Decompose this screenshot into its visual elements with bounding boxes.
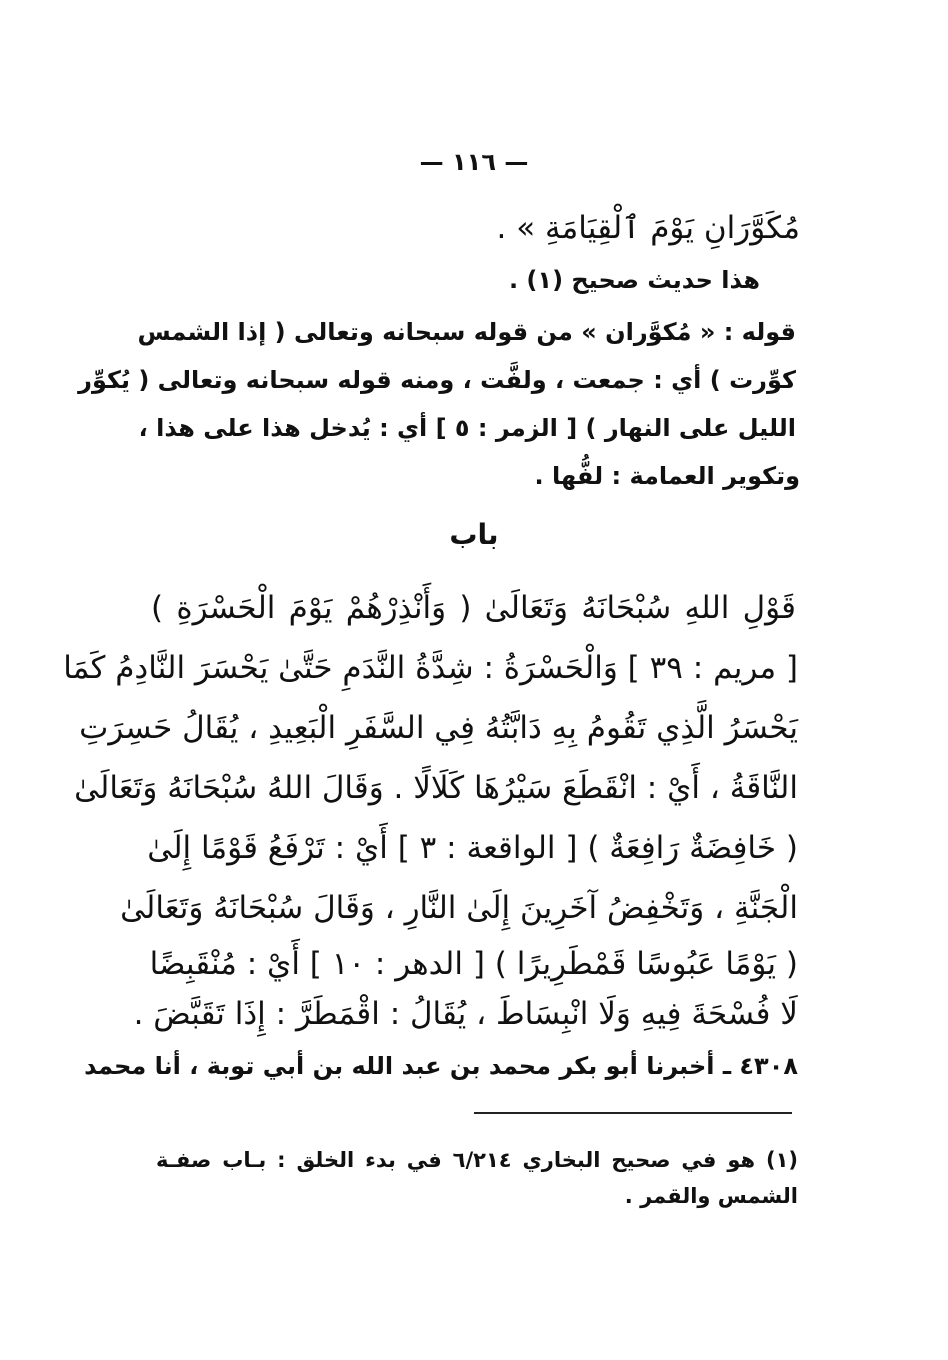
- main-text-line-5: ( خَافِضَةٌ رَافِعَةٌ ) [ الواقعة : ٣ ] أَيْ : تَرْفَعُ قَوْمًا إِلَىٰ: [147, 830, 798, 866]
- footnote-line-1: (١) هو في صحيح البخاري ٦/٢١٤ في بدء الخلق : بـاب صفـة: [156, 1148, 798, 1172]
- main-text-line-8: لَا فُسْحَةَ فِيهِ وَلَا انْبِسَاطَ ، يُقَالُ : اقْمَطَرَّ : إِذَا تَقَبَّضَ .: [133, 996, 798, 1032]
- quote-ending-line: مُكَوَّرَانِ يَوْمَ ٱلْقِيَامَةِ » .: [496, 210, 800, 246]
- main-text-line-2: [ مريم : ٣٩ ] وَالْحَسْرَةُ : شِدَّةُ النَّدَمِ حَتَّىٰ يَحْسَرَ النَّادِمُ كَمَا: [63, 650, 798, 686]
- commentary-line-2: كوِّرت ) أي : جمعت ، ولفَّت ، ومنه قوله سبحانه وتعالى ( يُكوِّر: [78, 366, 796, 394]
- footnote-separator: [474, 1112, 792, 1114]
- main-text-line-4: النَّاقَةُ ، أَيْ : انْقَطَعَ سَيْرُهَا كَلَالًا . وَقَالَ اللهُ سُبْحَانَهُ وَتَعَالَىٰ: [74, 770, 798, 806]
- footnote-line-2: الشمس والقمر .: [624, 1184, 798, 1208]
- commentary-line-4: وتكوير العمامة : لفُّها .: [534, 462, 800, 490]
- section-heading: باب: [449, 518, 499, 551]
- hadith-grade-line: هذا حديث صحيح (١) .: [508, 266, 760, 294]
- main-text-line-6: الْجَنَّةِ ، وَتَخْفِضُ آخَرِينَ إِلَىٰ النَّارِ ، وَقَالَ سُبْحَانَهُ وَتَعَالَىٰ: [120, 890, 798, 926]
- main-text-line-7: ( يَوْمًا عَبُوسًا قَمْطَرِيرًا ) [ الدهر : ١٠ ] أَيْ : مُنْقَبِضًا: [149, 946, 798, 982]
- hadith-chain-line: ٤٣٠٨ ـ أخبرنا أبو بكر محمد بن عبد الله بن أبي توبة ، أنا محمد: [84, 1052, 798, 1080]
- commentary-line-1: قوله : « مُكوَّران » من قوله سبحانه وتعالى ( إذا الشمس: [137, 318, 796, 346]
- page-number: — ١١٦ —: [419, 148, 529, 176]
- commentary-line-3: الليل على النهار ) [ الزمر : ٥ ] أي : يُدخل هذا على هذا ،: [138, 414, 796, 442]
- main-text-line-3: يَحْسَرُ الَّذِي تَقُومُ بِهِ دَابَّتُهُ فِي السَّفَرِ الْبَعِيدِ ، يُقَالُ حَسِرَتِ: [79, 710, 798, 746]
- main-text-line-1: قَوْلِ اللهِ سُبْحَانَهُ وَتَعَالَىٰ ( وَأَنْذِرْهُمْ يَوْمَ الْحَسْرَةِ ): [151, 590, 796, 626]
